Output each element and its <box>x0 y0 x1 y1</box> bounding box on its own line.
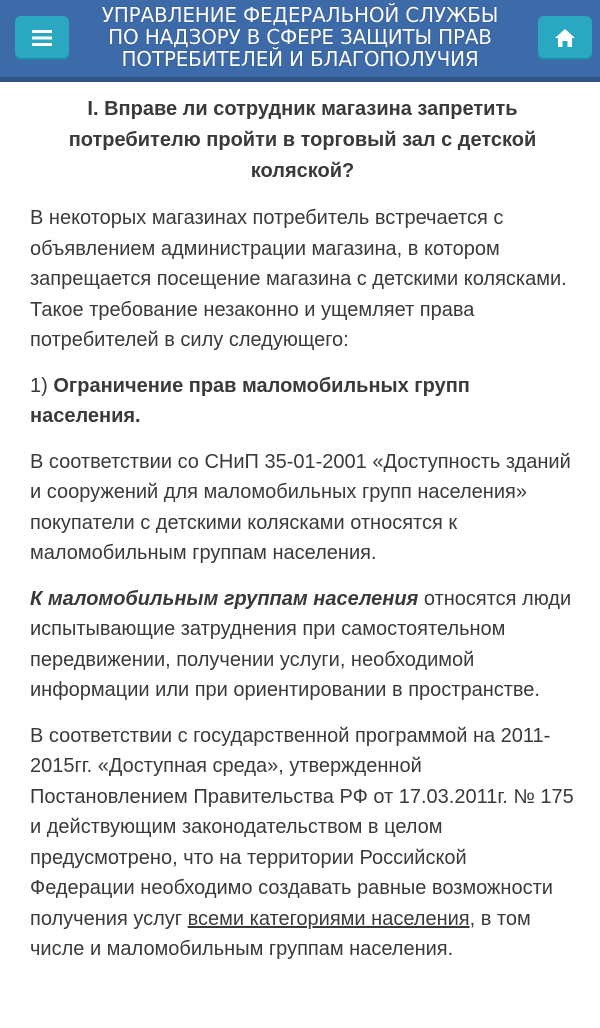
home-button[interactable] <box>538 16 592 60</box>
header-title-line-3: ПОТРЕБИТЕЛЕЙ И БЛАГОПОЛУЧИЯ <box>121 47 479 71</box>
menu-button[interactable] <box>15 16 69 60</box>
section-1-heading <box>30 371 575 432</box>
program-text: В соответствии с государственной программой на 2011-2015гг. «Доступная среда», утвержденной Постановлением Правительства РФ от 17.03.2011г. № 175 и действующим законодательством в целом предусмотрено, что на территории Российской Федерации необходимо создавать равные возможности получения услуг <box>30 724 574 930</box>
section-1-number: 1) <box>30 374 48 397</box>
definition-paragraph <box>30 584 575 706</box>
intro-paragraph: В некоторых магазинах потребитель встречается с объявлением администрации магазина, в котором запрещается посещение магазина с детскими колясками. Такое требование незаконно и ущемляет права потребителей в силу следующего: <box>30 207 567 351</box>
question-title: I. Вправе ли сотрудник магазина запретить потребителю пройти в торговый зал с детской коляской? <box>68 98 537 182</box>
definition-term: К маломобильным группам населения <box>30 587 419 610</box>
program-text-end: , в том числе и маломобильным группам населения. <box>30 907 531 960</box>
app-header <box>0 0 600 82</box>
header-title-line-1: УПРАВЛЕНИЕ ФЕДЕРАЛЬНОЙ СЛУЖБЫ <box>101 3 499 27</box>
categories-link[interactable]: всеми категориями населения <box>187 907 470 930</box>
snip-paragraph: В соответствии со СНиП 35-01-2001 «Доступность зданий и сооружений для маломобильных групп населения» покупатели с детскими колясками относятся к маломобильным группам населения. <box>30 450 571 564</box>
program-paragraph <box>30 721 575 965</box>
article-content <box>30 94 575 980</box>
home-icon <box>554 28 576 48</box>
header-title <box>80 4 520 70</box>
section-1-heading-text: Ограничение прав маломобильных групп населения. <box>30 374 470 427</box>
definition-text: относятся люди испытывающие затруднения при самостоятельном передвижении, получении услуги, необходимой информации или при ориентировании в пространстве. <box>30 587 572 701</box>
menu-icon <box>32 30 52 46</box>
header-title-line-2: ПО НАДЗОРУ В СФЕРЕ ЗАЩИТЫ ПРАВ <box>108 25 492 49</box>
